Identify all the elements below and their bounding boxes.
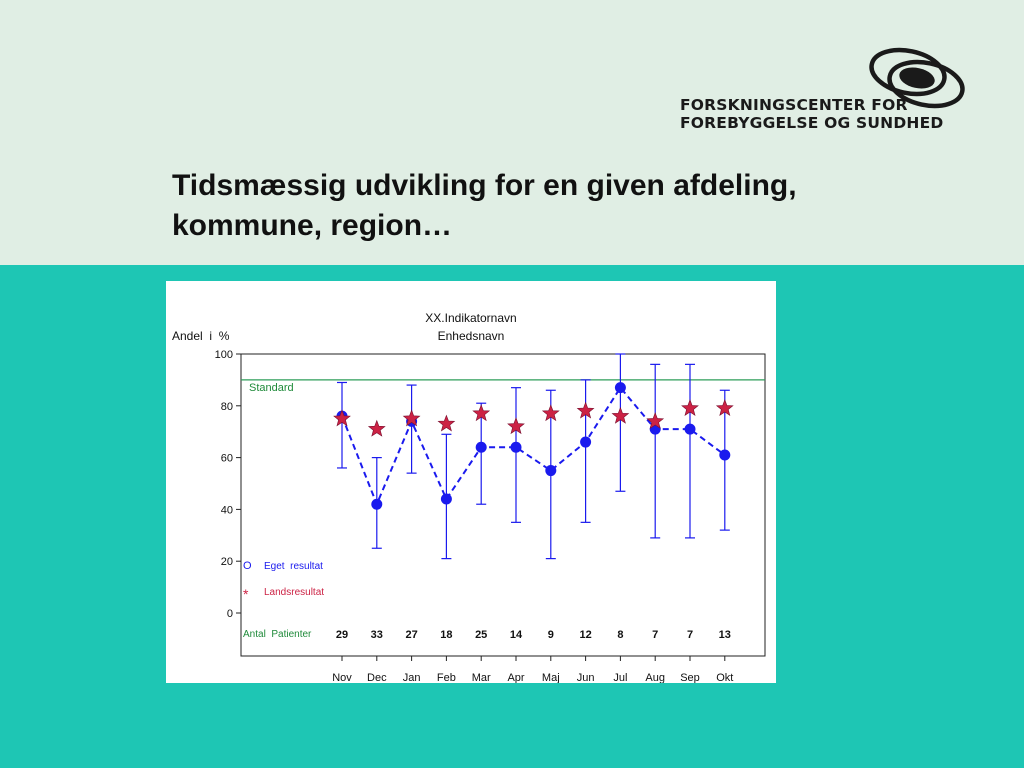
y-ticks: [215, 349, 241, 620]
patient-count: 7: [686, 629, 694, 641]
x-tick-label: Okt: [716, 672, 734, 683]
plot-frame: [241, 354, 765, 656]
patient-count: 9: [547, 629, 554, 641]
organization-logo[interactable]: [680, 40, 980, 140]
logo-text-line2: FOREBYGGELSE OG SUNDHED: [680, 114, 944, 132]
x-tick-label: Feb: [436, 672, 456, 683]
legend-own-marker: O: [243, 560, 252, 572]
own-result-point: [685, 424, 696, 435]
y-axis-label: Andel i %: [172, 329, 230, 343]
own-result-point: [441, 494, 452, 505]
national-result-star: [438, 415, 454, 430]
legend-national-label: Landsresultat: [264, 587, 325, 598]
patient-count: 25: [475, 629, 488, 641]
own-result-point: [371, 499, 382, 510]
patient-count: 29: [335, 629, 349, 641]
own-result-point: [580, 437, 591, 448]
y-tick-label: 0: [226, 608, 233, 620]
own-result-point: [545, 465, 556, 476]
patients-label: Antal Patienter: [243, 629, 312, 640]
own-result-points: [337, 382, 731, 510]
standard-label: Standard: [249, 381, 294, 394]
x-tick-label: Sep: [680, 672, 700, 683]
x-tick-label: Nov: [332, 672, 352, 683]
chart-panel: [166, 281, 776, 683]
slide-title-line1: Tidsmæssig udvikling for en given afdeling,: [172, 169, 797, 202]
indicator-chart: [166, 281, 776, 683]
legend-own-label: Eget resultat: [264, 561, 323, 572]
own-result-line: [342, 388, 725, 505]
x-tick-label: Jan: [402, 672, 421, 683]
slide-title: [172, 166, 932, 246]
x-tick-label: Jul: [613, 672, 628, 683]
own-result-point: [511, 442, 522, 453]
logo-text-line1: FORSKNINGSCENTER FOR: [680, 96, 908, 114]
y-tick-label: 20: [220, 556, 233, 569]
x-tick-label: Aug: [645, 672, 665, 683]
y-tick-label: 60: [220, 452, 233, 465]
patient-count: 7: [652, 629, 659, 641]
x-tick-label: Apr: [507, 672, 525, 683]
patient-count: 14: [509, 629, 523, 641]
chart-subtitle: Enhedsnavn: [437, 329, 505, 343]
own-result-point: [476, 442, 487, 453]
national-result-points: [334, 400, 733, 436]
slide-title-line2: kommune, region…: [172, 209, 453, 242]
x-tick-label: Mar: [471, 672, 491, 683]
patient-count: 33: [370, 629, 383, 641]
error-bars: [337, 354, 730, 559]
legend: [243, 560, 324, 602]
y-tick-label: 40: [220, 504, 233, 517]
x-tick-label: Jun: [576, 672, 595, 683]
own-result-point: [719, 450, 730, 461]
patient-count: 13: [718, 629, 731, 641]
y-tick-label: 100: [214, 349, 233, 361]
x-tick-label: Maj: [541, 672, 560, 683]
x-tick-label: Dec: [367, 672, 387, 683]
patient-count: 27: [405, 629, 418, 641]
patient-counts: [336, 629, 731, 641]
chart-title: XX.Indikatornavn: [425, 311, 517, 325]
patient-count: 18: [440, 629, 453, 641]
x-tick-labels: [332, 656, 733, 683]
legend-national-marker: *: [243, 586, 249, 602]
own-result-point: [615, 382, 626, 393]
patient-count: 12: [579, 629, 592, 641]
patient-count: 8: [617, 629, 624, 641]
y-tick-label: 80: [220, 400, 233, 413]
national-result-star: [369, 421, 385, 436]
